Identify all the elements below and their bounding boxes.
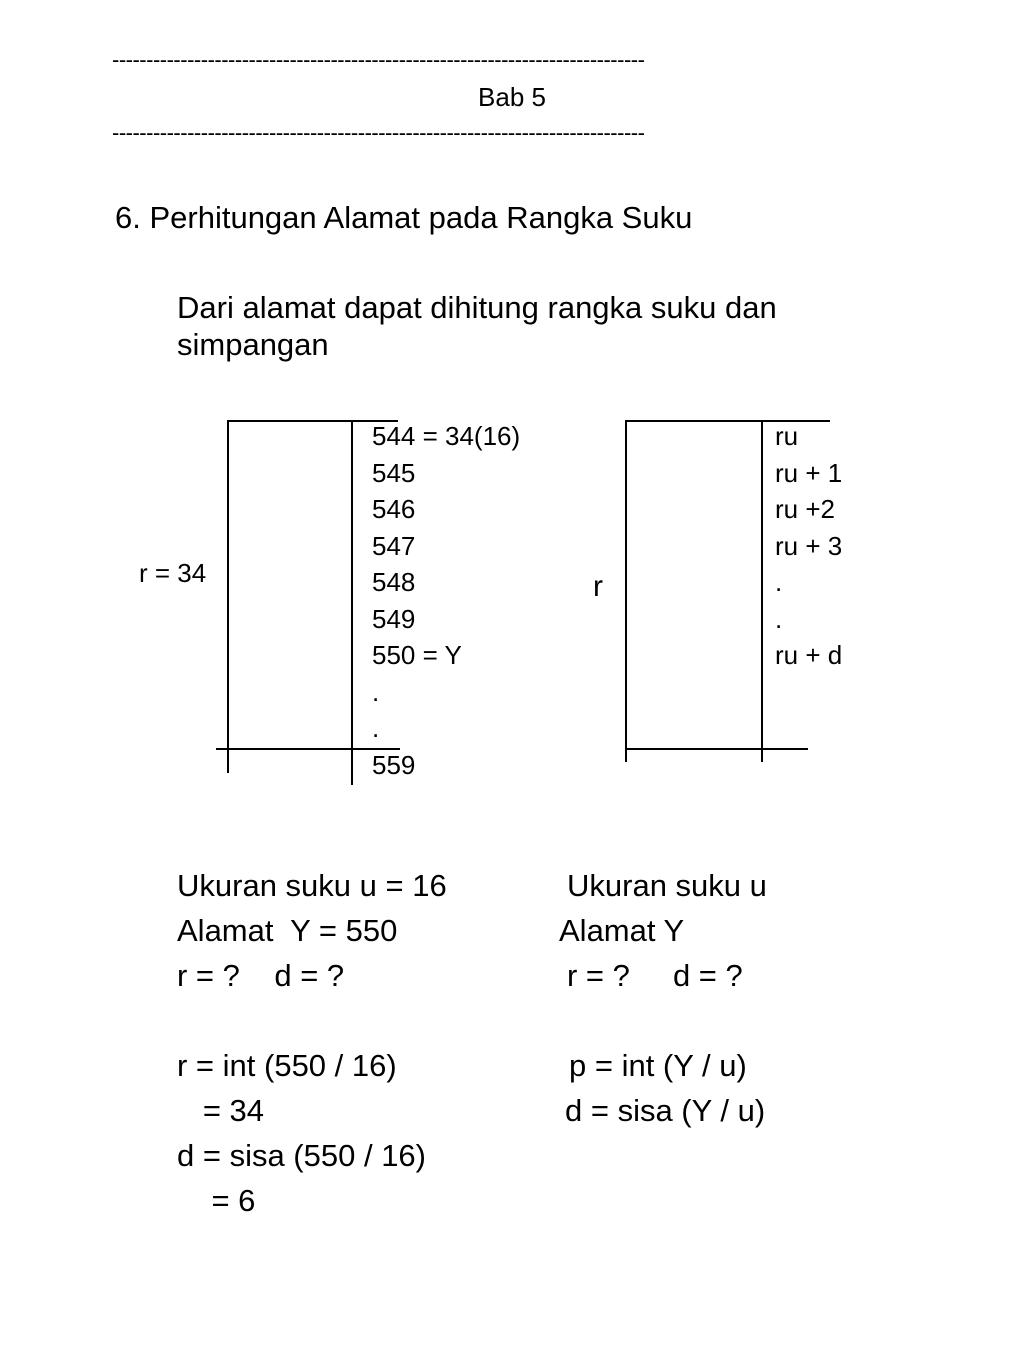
calc-line — [567, 998, 767, 1043]
calc-line: p = int (Y / u) — [569, 1048, 747, 1083]
address-item: 545 — [372, 457, 416, 488]
address-item: ru + 1 — [775, 457, 843, 488]
address-item: ru + 3 — [775, 530, 843, 561]
calc-line: = 6 — [177, 1183, 256, 1218]
left-frame-right-line — [351, 420, 353, 785]
address-item: ru + d — [775, 640, 843, 670]
right-address-list — [775, 418, 842, 674]
left-address-list — [372, 418, 520, 783]
section-heading: 6. Perhitungan Alamat pada Rangka Suku — [115, 200, 693, 235]
calc-line: r = int (550 / 16) — [177, 1048, 397, 1083]
left-frame-left-line — [227, 420, 229, 773]
address-item: 546 — [372, 494, 416, 524]
right-calculation-block — [559, 863, 767, 1133]
address-item: . — [775, 567, 783, 597]
address-item: 549 — [372, 603, 416, 634]
right-frame-right-line — [761, 420, 763, 762]
calc-line: Ukuran suku u — [567, 868, 767, 903]
address-item: 547 — [372, 530, 416, 561]
left-calculation-block — [177, 863, 447, 1223]
address-item: . — [775, 603, 783, 634]
address-item: 548 — [372, 567, 416, 597]
right-row-label: r — [593, 570, 603, 603]
header-dash-line-top: ------------------------------------------------------------------------------ — [112, 47, 645, 72]
intro-paragraph: Dari alamat dapat dihitung rangka suku dan simpangan — [177, 290, 777, 362]
calc-line: Alamat Y = 550 — [177, 913, 398, 948]
calc-line: d = sisa (550 / 16) — [177, 1138, 426, 1173]
address-item: 559 — [372, 749, 416, 780]
address-item: ru +2 — [775, 494, 835, 524]
calc-line — [177, 998, 447, 1043]
calc-line: d = sisa (Y / u) — [565, 1093, 766, 1128]
calc-line: r = ? d = ? — [567, 958, 743, 993]
calc-line: Alamat Y — [559, 913, 685, 948]
left-row-label: r = 34 — [139, 558, 207, 588]
right-frame-bottom-line — [626, 748, 808, 750]
right-frame-left-line — [625, 420, 627, 762]
address-item: . — [372, 676, 380, 707]
address-item: 544 = 34(16) — [372, 421, 521, 451]
address-item: ru — [775, 421, 799, 451]
calc-line: Ukuran suku u = 16 — [177, 868, 447, 903]
header-dash-line-bottom: ------------------------------------------------------------------------------ — [112, 120, 645, 145]
address-item: . — [372, 713, 380, 743]
calc-line: r = ? d = ? — [177, 958, 345, 993]
address-item: 550 = Y — [372, 640, 462, 670]
calc-line: = 34 — [177, 1093, 265, 1128]
chapter-title: Bab 5 — [478, 82, 546, 112]
